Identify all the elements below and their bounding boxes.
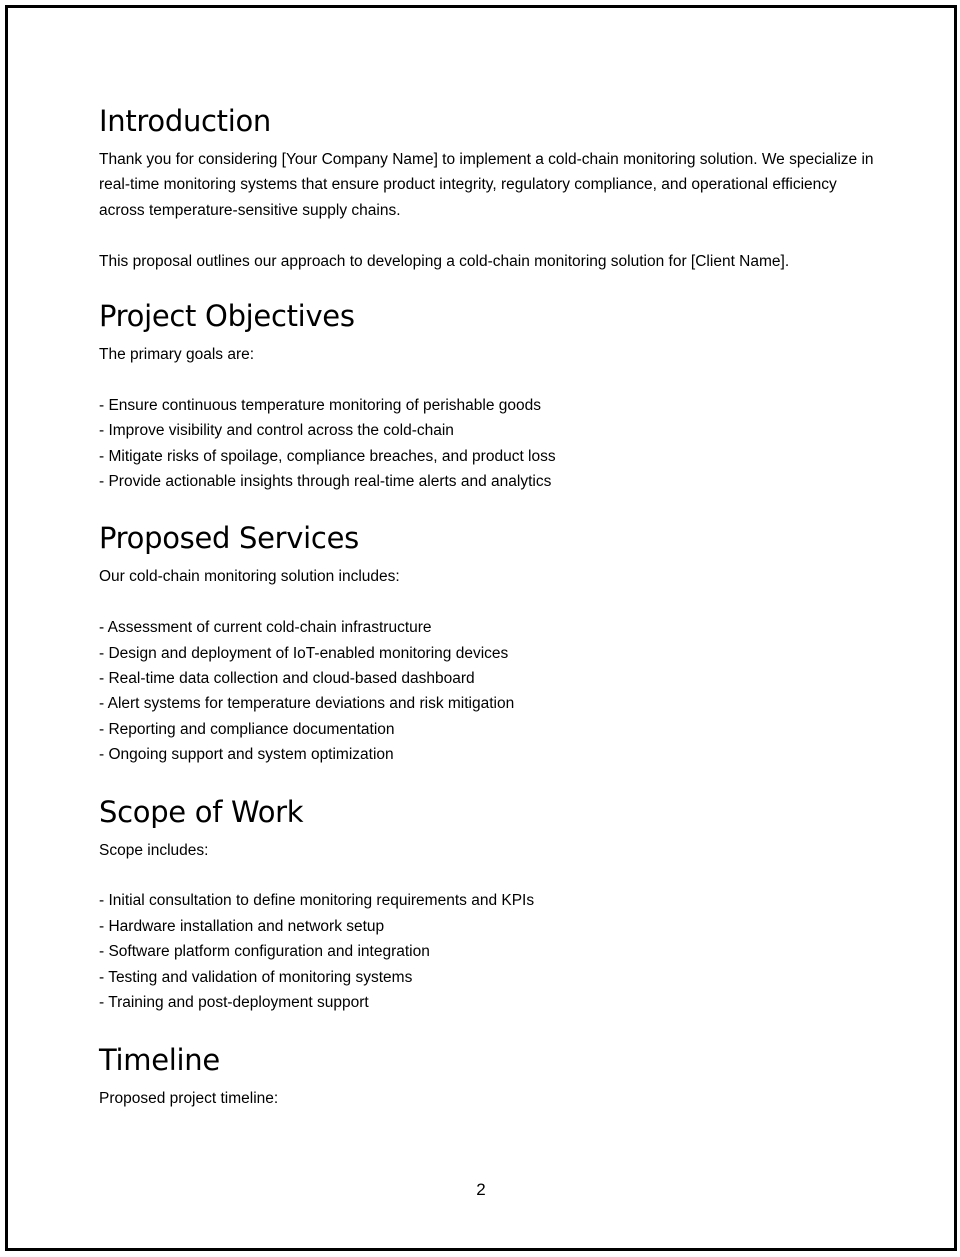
introduction-section (99, 101, 879, 274)
list-item: - Ongoing support and system optimization (99, 746, 394, 764)
objectives-list (99, 393, 879, 495)
objectives-heading: Project Objectives (99, 299, 355, 334)
timeline-section (99, 1040, 879, 1111)
list-item: - Ensure continuous temperature monitoring of perishable goods (99, 396, 542, 414)
introduction-heading: Introduction (99, 104, 272, 138)
list-item: - Real-time data collection and cloud-based dashboard (99, 670, 475, 688)
list-item: - Hardware installation and network setup (99, 917, 385, 935)
services-list (99, 615, 879, 767)
page-number: 2 (476, 1180, 486, 1199)
list-item: - Mitigate risks of spoilage, compliance breaches, and product loss (99, 447, 556, 465)
document-page (5, 5, 957, 1251)
scope-list (99, 888, 879, 1015)
list-item: - Design and deployment of IoT-enabled monitoring devices (99, 644, 509, 662)
page-content (99, 101, 879, 1136)
list-item: - Training and post-deployment support (99, 994, 369, 1012)
introduction-paragraph-2: This proposal outlines our approach to developing a cold-chain monitoring solution for [Client Name]. (99, 252, 790, 270)
timeline-intro: Proposed project timeline: (99, 1089, 279, 1107)
scope-intro: Scope includes: (99, 841, 209, 859)
objectives-intro: The primary goals are: (99, 346, 255, 364)
services-intro: Our cold-chain monitoring solution includes: (99, 568, 400, 586)
list-item: - Improve visibility and control across the cold-chain (99, 422, 454, 440)
list-item: - Reporting and compliance documentation (99, 720, 395, 738)
scope-heading: Scope of Work (99, 794, 304, 829)
list-item: - Alert systems for temperature deviations and risk mitigation (99, 695, 515, 713)
list-item: - Initial consultation to define monitoring requirements and KPIs (99, 892, 535, 910)
introduction-paragraph-1: Thank you for considering [Your Company Name] to implement a cold-chain monitoring solution. We specialize in real-time monitoring systems that ensure product integrity, regulatory compliance, and operational efficiency across temperature-sensitive supply chains. (99, 151, 874, 219)
scope-section (99, 792, 879, 1016)
objectives-section (99, 296, 879, 494)
list-item: - Testing and validation of monitoring systems (99, 968, 413, 986)
list-item: - Provide actionable insights through real-time alerts and analytics (99, 473, 552, 491)
services-section (99, 518, 879, 767)
list-item: - Assessment of current cold-chain infrastructure (99, 619, 432, 637)
timeline-heading: Timeline (99, 1042, 220, 1077)
services-heading: Proposed Services (99, 521, 359, 556)
list-item: - Software platform configuration and integration (99, 943, 430, 961)
